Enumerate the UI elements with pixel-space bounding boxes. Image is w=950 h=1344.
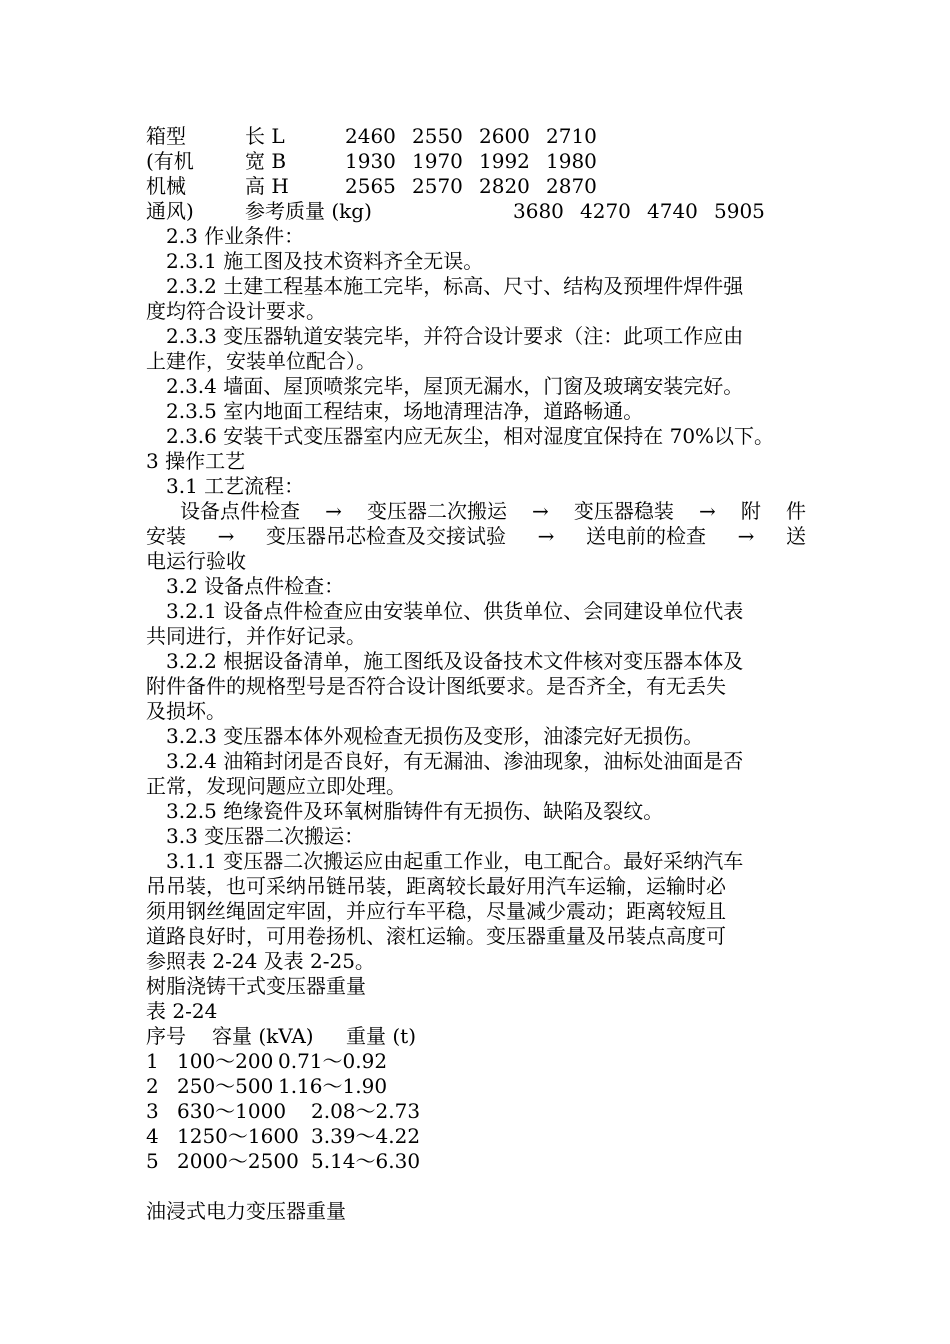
spec-row3-val3: 2820	[479, 174, 530, 198]
spec-row4-val4: 5905	[714, 199, 765, 223]
para-3-1-1-line5: 参照表 2-24 及表 2-25。	[146, 949, 375, 973]
spec-row1-param: 长 L	[245, 124, 285, 148]
flow-arrow-icon: →	[737, 524, 755, 548]
process-flow-line2	[146, 524, 806, 549]
spec-row3-val4: 2870	[546, 174, 597, 198]
process-flow-line1	[180, 499, 806, 524]
table-row-index: 2	[146, 1074, 159, 1098]
section-3-1-heading: 3.1 工艺流程：	[166, 474, 305, 498]
spec-row1-val1: 2460	[345, 124, 396, 148]
spec-row3-val2: 2570	[412, 174, 463, 198]
para-3-2-2-line3: 及损坏。	[146, 699, 226, 723]
table-2-24-title: 树脂浇铸干式变压器重量	[146, 974, 366, 998]
table-2-25-title: 油浸式电力变压器重量	[146, 1199, 346, 1223]
flow-step-accessory-part1: 附	[740, 499, 761, 523]
para-2-3-2-line2: 度均符合设计要求。	[146, 299, 326, 323]
para-2-3-6: 2.3.6 安装干式变压器室内应无灰尘，相对湿度宜保持在 70%以下。	[166, 424, 775, 448]
flow-step-setting: 变压器稳装	[573, 499, 674, 523]
flow-arrow-icon: →	[325, 499, 342, 523]
table-2-24-number: 表 2-24	[146, 999, 218, 1023]
para-2-3-1: 2.3.1 施工图及技术资料齐全无误。	[166, 249, 484, 273]
table-row-index: 1	[146, 1049, 159, 1073]
spec-row1-val3: 2600	[479, 124, 530, 148]
para-2-3-2-line1: 2.3.2 土建工程基本施工完毕，标高、尺寸、结构及预埋件焊件强	[166, 274, 744, 298]
table-row-capacity: 2000～2500	[177, 1149, 299, 1173]
para-2-3-3-line2: 上建作，安装单位配合）。	[146, 349, 376, 373]
table-row-index: 3	[146, 1099, 159, 1123]
section-3-2-heading: 3.2 设备点件检查：	[166, 574, 345, 598]
spec-row4-type: 通风)	[146, 199, 194, 223]
para-3-2-4-line2: 正常，发现问题应立即处理。	[146, 774, 406, 798]
spec-row1-val2: 2550	[412, 124, 463, 148]
spec-row2-param: 宽 B	[245, 149, 287, 173]
table-row-weight: 5.14～6.30	[311, 1149, 421, 1173]
spec-row2-type: (有机	[146, 149, 194, 173]
flow-arrow-icon: →	[537, 524, 555, 548]
process-flow-line3: 电运行验收	[146, 549, 246, 573]
para-3-2-2-line2: 附件备件的规格型号是否符合设计图纸要求。是否齐全，有无丢失	[146, 674, 726, 698]
flow-arrow-icon: →	[532, 499, 549, 523]
para-2-3-3-line1: 2.3.3 变压器轨道安装完毕，并符合设计要求（注：此项工作应由	[166, 324, 744, 348]
spec-row4-val1: 3680	[513, 199, 564, 223]
spec-row4-val3: 4740	[647, 199, 698, 223]
flow-step-core-inspection: 变压器吊芯检查及交接试验	[265, 524, 506, 548]
table-header-index: 序号	[146, 1024, 186, 1048]
para-3-1-1-line4: 道路良好时，可用卷扬机、滚杠运输。变压器重量及吊装点高度可	[146, 924, 726, 948]
flow-arrow-icon: →	[217, 524, 235, 548]
spec-row2-val1: 1930	[345, 149, 396, 173]
table-header-weight: 重量 (t)	[346, 1024, 416, 1048]
flow-step-pre-energize-check: 送电前的检查	[585, 524, 706, 548]
section-3-3-heading: 3.3 变压器二次搬运：	[166, 824, 365, 848]
para-3-1-1-line1: 3.1.1 变压器二次搬运应由起重工作业，电工配合。最好采纳汽车	[166, 849, 744, 873]
para-3-2-1-line1: 3.2.1 设备点件检查应由安装单位、供货单位、会同建设单位代表	[166, 599, 744, 623]
para-3-2-3: 3.2.3 变压器本体外观检查无损伤及变形，油漆完好无损伤。	[166, 724, 704, 748]
section-3-heading: 3 操作工艺	[146, 449, 246, 473]
para-3-2-1-line2: 共同进行，并作好记录。	[146, 624, 366, 648]
para-3-1-1-line3: 须用钢丝绳固定牢固，并应行车平稳，尽量减少震动；距离较短且	[146, 899, 726, 923]
para-2-3-4: 2.3.4 墙面、屋顶喷浆完毕，屋顶无漏水，门窗及玻璃安装完好。	[166, 374, 744, 398]
flow-step-energize-part1: 送	[785, 524, 806, 548]
table-row-capacity: 250～500	[177, 1074, 274, 1098]
para-3-2-2-line1: 3.2.2 根据设备清单，施工图纸及设备技术文件核对变压器本体及	[166, 649, 744, 673]
spec-row1-val4: 2710	[546, 124, 597, 148]
flow-step-inspection: 设备点件检查	[180, 499, 300, 523]
table-row-index: 5	[146, 1149, 159, 1173]
spec-row4-val2: 4270	[580, 199, 631, 223]
table-row-weight: 0.71～0.92	[278, 1049, 388, 1073]
spec-row3-val1: 2565	[345, 174, 396, 198]
spec-row2-val2: 1970	[412, 149, 463, 173]
spec-row1-type: 箱型	[146, 124, 186, 148]
spec-row2-val3: 1992	[479, 149, 530, 173]
table-row-weight: 3.39～4.22	[311, 1124, 421, 1148]
table-row-capacity: 1250～1600	[177, 1124, 299, 1148]
para-3-2-5: 3.2.5 绝缘瓷件及环氧树脂铸件有无损伤、缺陷及裂纹。	[166, 799, 664, 823]
flow-step-install: 安装	[146, 524, 186, 548]
spec-row3-param: 高 H	[245, 174, 289, 198]
para-3-1-1-line2: 吊吊装，也可采纳吊链吊装，距离较长最好用汽车运输，运输时必	[146, 874, 726, 898]
flow-step-transport: 变压器二次搬运	[366, 499, 507, 523]
table-row-index: 4	[146, 1124, 159, 1148]
table-header-capacity: 容量 (kVA)	[212, 1024, 314, 1048]
table-row-weight: 1.16～1.90	[278, 1074, 388, 1098]
flow-arrow-icon: →	[699, 499, 716, 523]
table-row-capacity: 100～200	[177, 1049, 274, 1073]
para-3-2-4-line1: 3.2.4 油箱封闭是否良好，有无漏油、渗油现象，油标处油面是否	[166, 749, 744, 773]
section-2-3-heading: 2.3 作业条件：	[166, 224, 305, 248]
spec-row2-val4: 1980	[546, 149, 597, 173]
spec-row3-type: 机械	[146, 174, 186, 198]
table-row-capacity: 630～1000	[177, 1099, 287, 1123]
table-row-weight: 2.08～2.73	[311, 1099, 421, 1123]
para-2-3-5: 2.3.5 室内地面工程结束，场地清理洁净，道路畅通。	[166, 399, 644, 423]
spec-row4-param: 参考质量 (kg)	[245, 199, 372, 223]
flow-step-accessory-part2: 件	[785, 499, 806, 523]
